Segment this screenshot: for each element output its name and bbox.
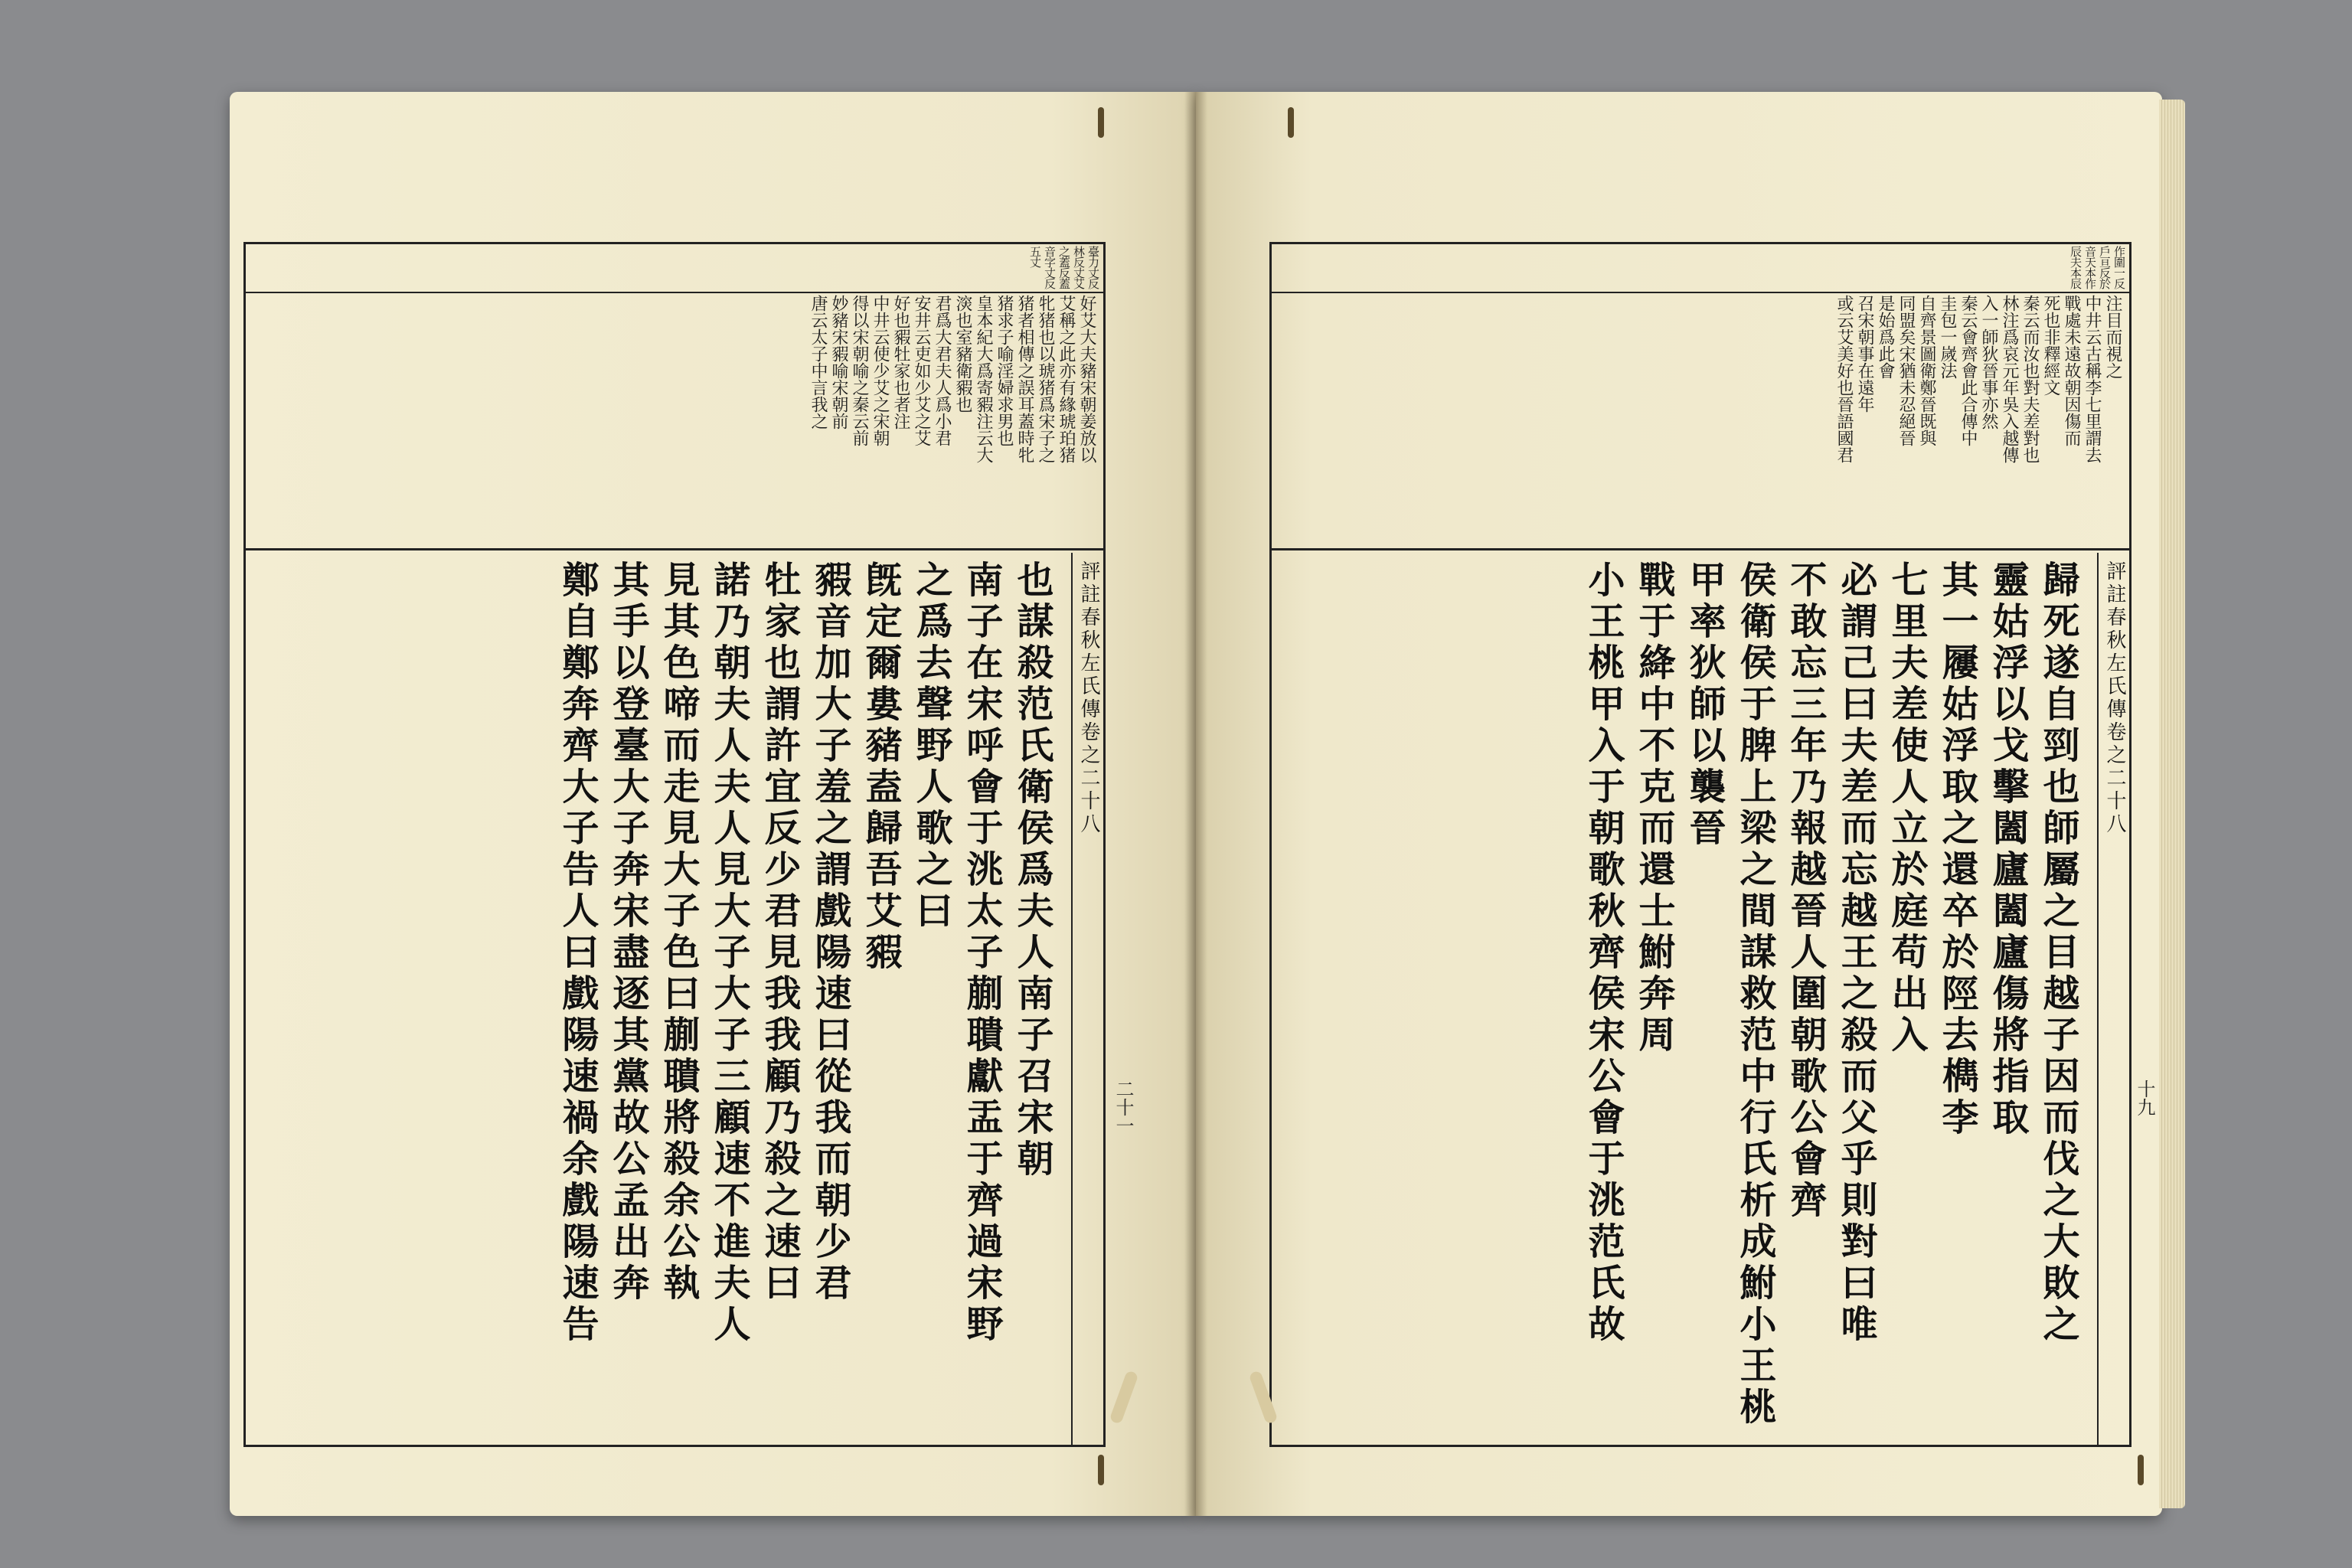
commentary-line: 中井云古稱李七里謂去: [2082, 295, 2102, 463]
commentary-line: 同盟矣宋猶未忍絕晉: [1896, 295, 1916, 446]
commentary-line: 圭包一嵗法: [1938, 295, 1957, 379]
commentary-line: 好艾大夫豬宋朝姜放以: [1077, 295, 1096, 463]
right-main-text: [1272, 553, 2094, 1445]
main-text-line: 豭音加大子羞之謂戲陽速曰從我而朝少君: [808, 560, 851, 1305]
commentary-line: 中井云使少艾之宋朝: [871, 295, 890, 446]
main-text-line: 也謀殺范氏衛侯爲夫人南子召宋朝: [1011, 560, 1054, 1181]
main-text-line: 旣定爾婁豬盍歸吾艾豭: [859, 560, 902, 974]
binding-thread: [1098, 1455, 1104, 1485]
commentary-line: 注目而視之: [2103, 295, 2122, 379]
commentary-line: 死也非釋經文: [2041, 295, 2060, 396]
main-text-line: 小王桃甲入于朝歌秋齊侯宋公會于洮范氏故: [1582, 560, 1625, 1346]
left-notes-band: 臺力丈反林反丈艾之蓋反蓋音字丈反五丈: [246, 244, 1103, 293]
right-page: [1196, 92, 2162, 1516]
binding-thread: [2138, 1455, 2144, 1485]
main-text-line: 牡家也謂許宜反少君見我我顧乃殺之速曰: [758, 560, 801, 1305]
right-notes-band: 作圍一反戶亘反於音天本作辰夫本辰: [1272, 244, 2129, 293]
left-page: [230, 92, 1196, 1516]
left-print-frame: [243, 242, 1106, 1447]
commentary-line: 安井云吏如少艾之艾: [912, 295, 931, 446]
main-text-line: 鄭自鄭奔齊大子告人曰戲陽速禍余戲陽速告: [556, 560, 599, 1346]
commentary-line: 或云艾美好也晉語國君: [1834, 295, 1854, 463]
main-text-line: 見其色啼而走見大子色曰蒯聵將殺余公執: [657, 560, 700, 1305]
commentary-line: 入一師狄晉事亦然: [1979, 295, 1998, 430]
main-text-line: 之爲去聲野人歌之曰: [910, 560, 952, 933]
binding-thread: [1288, 107, 1294, 138]
binding-thread: [1098, 107, 1104, 138]
right-print-frame: [1269, 242, 2132, 1447]
commentary-line: 好也豭牡家也者注: [891, 295, 910, 430]
commentary-line: 林注爲哀元年吳入越傳: [2000, 295, 2019, 463]
commentary-line: 皇本紀大爲寄豭注云大: [974, 295, 993, 463]
main-text-line: 南子在宋呼會于洮太子蒯聵獻盂于齊過宋野: [960, 560, 1003, 1346]
main-text-line: 七里夫差使人立於庭苟出入: [1885, 560, 1928, 1057]
running-title: 評註春秋左氏傳卷之二十八: [2103, 560, 2126, 836]
commentary-line: 秦云會齊會此合傳中: [1958, 295, 1978, 446]
main-text-line: 戰于絳中不克而還士鮒奔周: [1632, 560, 1675, 1057]
right-folio: 十九: [2134, 1080, 2155, 1116]
main-text-line: 諾乃朝夫人夫人見大子大子三顧速不進夫人: [707, 560, 750, 1346]
commentary-line: 唐云太子中言我之: [808, 295, 828, 430]
main-text-line: 靈姑浮以戈擊闔廬闔廬傷將指取: [1986, 560, 2029, 1139]
binding-thread: [1109, 1370, 1139, 1424]
commentary-line: 猪求子喻淫婦求男也: [995, 295, 1014, 446]
commentary-line: 得以宋朝喻之秦云前: [850, 295, 869, 446]
main-text-line: 不敢忘三年乃報越晉人圍朝歌公會齊: [1784, 560, 1827, 1222]
commentary-line: 戰處未遠故朝因傷而: [2062, 295, 2081, 446]
commentary-line: 君爲大君夫人爲小君: [933, 295, 952, 446]
left-title-column: [1071, 553, 1103, 1445]
commentary-line: 猪者相傳之誤耳蓋時牝: [1015, 295, 1034, 463]
main-text-line: 必謂己曰夫差而忘越王之殺而父乎則對曰唯: [1834, 560, 1877, 1346]
left-commentary: [246, 290, 1103, 550]
left-folio: 二十一: [1112, 1080, 1134, 1135]
commentary-line: 秦云而汝也對夫差對也: [2020, 295, 2040, 463]
open-book: [230, 92, 2159, 1516]
commentary-line: 自齊景圖衛鄭晉既與: [1917, 295, 1936, 446]
main-text-line: 其一屨姑浮取之還卒於陘去檇李: [1936, 560, 1978, 1139]
main-text-line: 侯衛侯于脾上梁之間謀救范中行氏析成鮒小王桃甲率狄師以襲晉: [1683, 560, 1776, 1429]
commentary-line: 牝猪也以琥猪爲宋子之: [1036, 295, 1055, 463]
right-title-column: [2097, 553, 2129, 1445]
main-text-line: 其手以登臺大子奔宋盡逐其黨故公孟出奔: [606, 560, 649, 1305]
commentary-line: 㴱也室豬衛豭也: [953, 295, 972, 413]
right-commentary: [1272, 290, 2129, 550]
page-edges: [2159, 100, 2185, 1508]
running-title: 評註春秋左氏傳卷之二十八: [1077, 560, 1100, 836]
commentary-line: 艾稱之此亦有緣琥珀猪: [1057, 295, 1076, 463]
main-text-line: 歸死遂自剄也師屬之目越子因而伐之大敗之: [2037, 560, 2079, 1346]
commentary-line: 妙豬宋豭喻宋朝前: [829, 295, 848, 430]
left-main-text: [246, 553, 1068, 1445]
commentary-line: 召宋朝事在遠年: [1855, 295, 1874, 413]
book-gutter: [1184, 92, 1207, 1516]
commentary-line: 是始爲此會: [1876, 295, 1895, 379]
